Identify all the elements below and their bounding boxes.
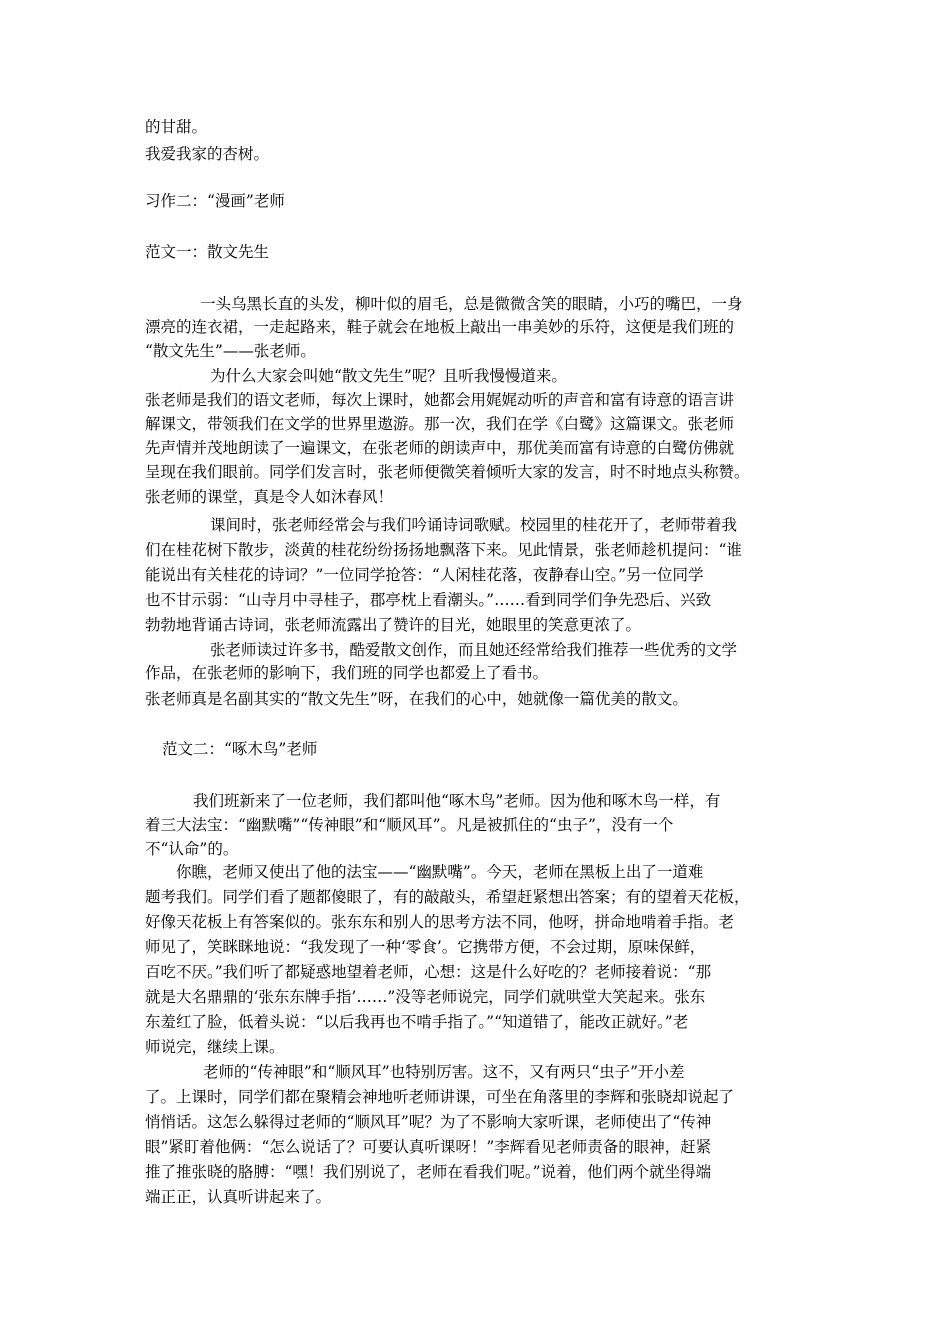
paragraph-line: 老师的“传神眼”和“顺风耳”也特别厉害。这不，又有两只“虫子”开小差 (203, 1063, 685, 1081)
paragraph-line: 题考我们。同学们看了题都傻眼了，有的敲敲头，希望赶紧想出答案；有的望着天花板， (145, 888, 750, 906)
essay1-title: 范文一：散文先生 (145, 243, 270, 261)
paragraph-line: 悄悄话。这怎么躲得过老师的“顺风耳”呢？为了不影响大家听课，老师使出了“传神 (145, 1113, 712, 1131)
paragraph-line: 着三大法宝：“幽默嘴”“传神眼”和“顺风耳”。凡是被抓住的“虫子”，没有一个 (145, 816, 674, 834)
paragraph-line: 张老师是我们的语文老师，每次上课时，她都会用娓娓动听的声音和富有诗意的语言讲 (145, 391, 735, 409)
paragraph-line: 也不甘示弱：“山寺月中寻桂子，郡亭枕上看潮头。”……看到同学们争先恐后、兴致 (145, 591, 712, 609)
paragraph-line: 一头乌黑长直的头发，柳叶似的眉毛，总是微微含笑的眼睛，小巧的嘴巴，一身 (200, 295, 743, 313)
paragraph-line: 端正正，认真听讲起来了。 (145, 1188, 332, 1206)
paragraph-line: “散文先生”——张老师。 (145, 342, 316, 360)
paragraph-line: 张老师的课堂，真是令人如沐春风！ (145, 488, 394, 506)
paragraph-line: 眼”紧盯着他俩：“怎么说话了？可要认真听课呀！”李辉看见老师责备的眼神，赶紧 (145, 1138, 712, 1156)
paragraph-line: 就是大名鼎鼎的‘张东东牌手指’……”没等老师说完，同学们就哄堂大笑起来。张东 (145, 988, 706, 1006)
paragraph-line: 勃勃地背诵古诗词，张老师流露出了赞许的目光，她眼里的笑意更浓了。 (145, 616, 642, 634)
paragraph-line: 了。上课时，同学们都在聚精会神地听老师讲课，可坐在角落里的李辉和张晓却说起了 (145, 1088, 735, 1106)
essay2-title: 范文二：“啄木鸟”老师 (162, 740, 318, 758)
paragraph-line: 张老师真是名副其实的“散文先生”呀，在我们的心中，她就像一篇优美的散文。 (145, 690, 688, 708)
paragraph-line: 百吃不厌。”我们听了都疑惑地望着老师，心想：这是什么好吃的？老师接着说：“那 (145, 963, 712, 981)
paragraph-line: 们在桂花树下散步，淡黄的桂花纷纷扬扬地飘落下来。见此情景，张老师趁机提问：“谁 (145, 541, 742, 559)
paragraph-line: 我们班新来了一位老师，我们都叫他“啄木鸟”老师。因为他和啄木鸟一样，有 (193, 792, 721, 810)
paragraph-line: 好像天花板上有答案似的。张东东和别人的思考方法不同，他呀，拼命地啃着手指。老 (145, 913, 735, 931)
paragraph-line: 课间时，张老师经常会与我们吟诵诗词歌赋。校园里的桂花开了，老师带着我 (210, 516, 738, 534)
paragraph-line: 师说完，继续上课。 (145, 1038, 285, 1056)
paragraph-line: 能说出有关桂花的诗词？”一位同学抢答：“人闲桂花落，夜静春山空。”另一位同学 (145, 566, 704, 584)
paragraph-line: 张老师读过许多书，酷爱散文创作，而且她还经常给我们推荐一些优秀的文学 (210, 641, 738, 659)
text-line: 我爱我家的杏树。 (145, 145, 270, 163)
assignment-title: 习作二：“漫画”老师 (145, 192, 285, 210)
paragraph-line: 解课文，带领我们在文学的世界里遨游。那一次，我们在学《白鹭》这篇课文。张老师 (145, 415, 735, 433)
paragraph-line: 漂亮的连衣裙，一走起路来，鞋子就会在地板上敲出一串美妙的乐符，这便是我们班的 (145, 318, 735, 336)
paragraph-line: 推了推张晓的胳膊：“嘿！我们别说了，老师在看我们呢。”说着，他们两个就坐得端 (145, 1163, 712, 1181)
paragraph-line: 作品，在张老师的影响下，我们班的同学也都爱上了看书。 (145, 664, 549, 682)
paragraph-line: 师见了，笑眯眯地说：“我发现了一种‘零食’。它携带方便，不会过期，原味保鲜， (145, 938, 706, 956)
paragraph-line: 先声情并茂地朗读了一遍课文，在张老师的朗读声中，那优美而富有诗意的白鹭仿佛就 (145, 439, 735, 457)
paragraph-line: 呈现在我们眼前。同学们发言时，张老师便微笑着倾听大家的发言，时不时地点头称赞。 (145, 463, 750, 481)
text-line: 的甘甜。 (145, 118, 208, 136)
paragraph-line: 为什么大家会叫她“散文先生”呢？且听我慢慢道来。 (210, 367, 567, 385)
paragraph-line: 不“认命”的。 (145, 840, 239, 858)
paragraph-line: 东羞红了脸，低着头说：“以后我再也不啃手指了。”“知道错了，能改正就好。”老 (145, 1013, 689, 1031)
paragraph-line: 你瞧，老师又使出了他的法宝——“幽默嘴”。今天，老师在黑板上出了一道难 (176, 863, 704, 881)
